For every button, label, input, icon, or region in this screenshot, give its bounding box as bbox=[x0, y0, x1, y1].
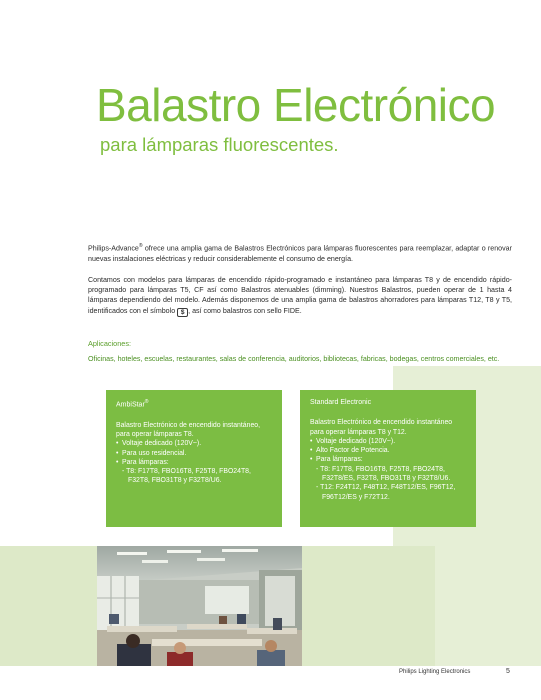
savings-symbol-icon: $ bbox=[177, 308, 188, 317]
page-number: 5 bbox=[506, 668, 510, 675]
standard-electronic-box bbox=[300, 390, 476, 527]
box-description: Balastro Electrónico de encendido instantáneo, para operar lámparas T8. bbox=[116, 421, 261, 438]
list-item: • Voltaje dedicado (120V~). bbox=[310, 437, 466, 446]
box-title: Standard Electronic bbox=[310, 399, 372, 406]
lamp-list-item: - T12: F24T12, F48T12, F48T12/ES, F96T12, F96T12/ES y F72T12. bbox=[316, 484, 456, 501]
intro-paragraph bbox=[88, 241, 512, 264]
brand-name: Philips-Advance bbox=[88, 244, 139, 253]
models-text: Contamos con modelos para lámparas de encendido rápido-programado e instantáneo para lámparas T8 y de encendido rápido-programado para lámparas T5, CF así como Balastros atenuables (dimming). Nuestros Balastros, pueden operar de 1 hasta 4 lámparas dependiendo del modelo. Además disponemos de una amplia gama de balastros ahorradores para lámparas T12, T8 y T5, identificados con el símbolo bbox=[88, 276, 512, 315]
box-description: Balastro Electrónico de encendido instantáneo para operar lámparas T8 y T12. bbox=[310, 419, 453, 436]
registered-mark: ® bbox=[138, 243, 143, 249]
list-item: • Para lámparas: bbox=[116, 458, 272, 467]
applications-heading: Aplicaciones: bbox=[88, 339, 131, 348]
applications-text: Oficinas, hoteles, escuelas, restaurantes, salas de conferencia, auditorios, bibliotecas, fabricas, bodegas, centros comerciales, etc. bbox=[88, 355, 500, 363]
models-text-end: , así como balastros con sello FIDE. bbox=[188, 306, 302, 315]
list-item: • Para uso residencial. bbox=[116, 449, 272, 458]
models-paragraph bbox=[88, 275, 512, 317]
page-title: Balastro Electrónico bbox=[96, 79, 496, 131]
lamp-list-item: - T8: F17T8, FBO16T8, F25T8, FBO24T8, F32T8/ES, F32T8, FBO31T8 y F32T8/U6. bbox=[316, 465, 451, 483]
list-item: • Alto Factor de Potencia. bbox=[310, 446, 466, 455]
footer-company: Philips Lighting Electronics bbox=[399, 669, 471, 675]
feature-list bbox=[116, 439, 272, 485]
intro-text: ofrece una amplia gama de Balastros Electrónicos para lámparas fluorescentes para reemplazar, adaptar o renovar nuevas instalaciones eléctricas y reducir considerablemente el consumo de energía. bbox=[88, 244, 512, 263]
classroom-illustration bbox=[97, 546, 302, 666]
feature-list bbox=[310, 437, 466, 502]
list-item: • Voltaje dedicado (120V~). bbox=[116, 439, 272, 448]
ambistar-box bbox=[106, 390, 282, 527]
classroom-photo bbox=[97, 546, 302, 666]
lamp-list-item: - T8: F17T8, FBO16T8, F25T8, FBO24T8, F32T8, FBO31T8 y F32T8/U6. bbox=[122, 468, 251, 485]
list-item: • Para lámparas: bbox=[310, 455, 466, 464]
box-title: AmbiStar® bbox=[116, 399, 149, 409]
page-subtitle: para lámparas fluorescentes. bbox=[100, 134, 339, 155]
